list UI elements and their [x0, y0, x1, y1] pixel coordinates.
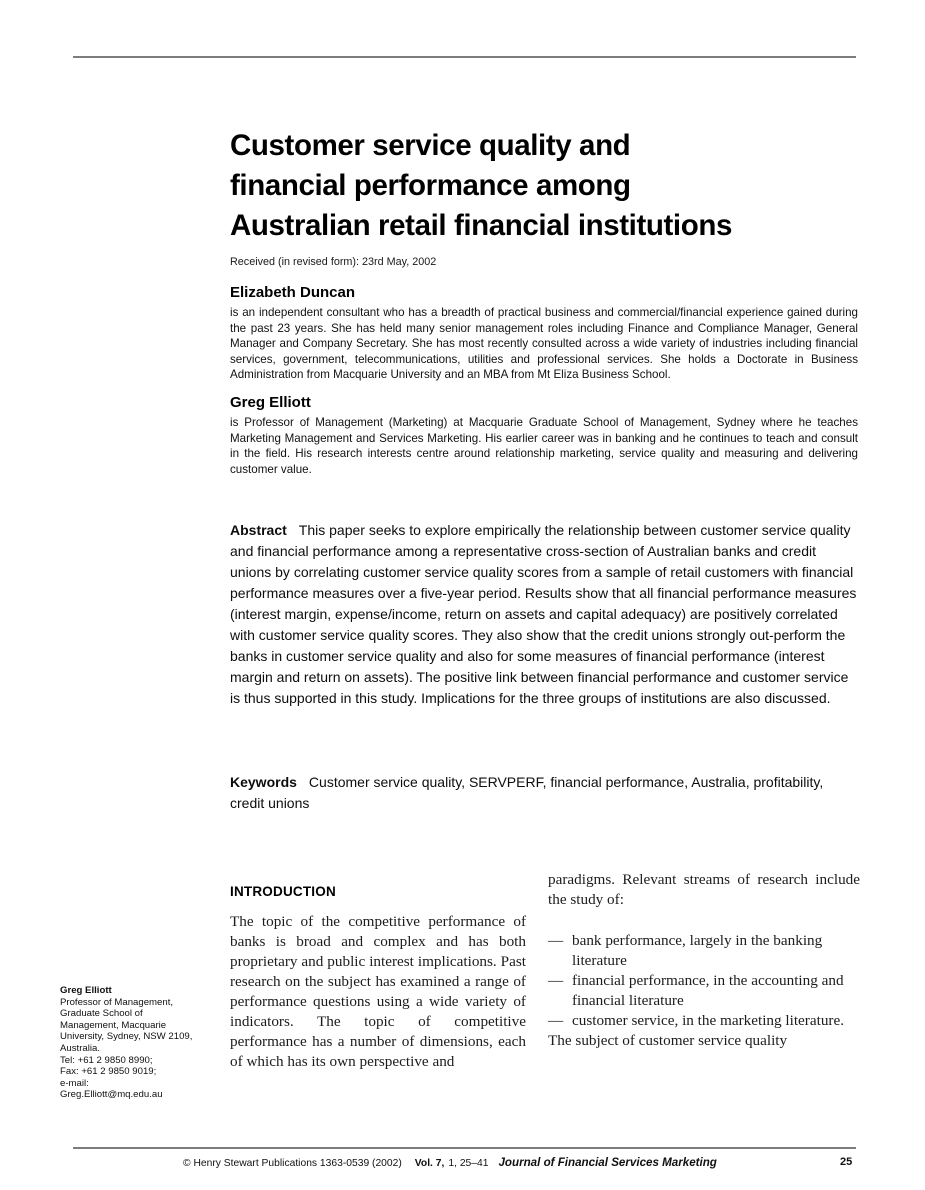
introduction-paragraph-close: The subject of customer service quality [548, 1032, 788, 1049]
introduction-paragraph-right: paradigms. Relevant streams of research include the study of: [548, 871, 860, 908]
author-bio-elliott: is Professor of Management (Marketing) at Macquarie Graduate School of Management, Sydney where he teaches Marketing Management and Services Marketing. His earlier career was in banking and he continues to teach and consult in the field. His research interests centre around relationship marketing, service quality and measuring and delivering customer value. [230, 416, 858, 476]
footer-citation [183, 1156, 717, 1169]
body-column-left [230, 884, 526, 1072]
keywords [230, 772, 858, 814]
article-title-line-1: Customer service quality and [230, 129, 631, 162]
contact-fax: Fax: +61 2 9850 9019; [60, 1066, 157, 1078]
contact-line: Management, Macquarie [60, 1019, 167, 1031]
received-date: Received (in revised form): 23rd May, 2002 [230, 256, 437, 268]
abstract [230, 520, 858, 709]
author-contact-block [60, 985, 230, 1101]
abstract-label: Abstract [230, 522, 287, 538]
contact-line: Professor of Management, [60, 996, 174, 1008]
author-name-duncan: Elizabeth Duncan [230, 284, 356, 301]
top-rule [73, 56, 856, 58]
research-streams-list [548, 931, 860, 1031]
footer-issue-pages: 1, 25–41 [448, 1158, 489, 1169]
list-item-text: bank performance, largely in the banking literature [572, 932, 823, 969]
contact-line: University, Sydney, NSW 2109, [60, 1031, 193, 1043]
bottom-rule [73, 1147, 856, 1149]
keywords-label: Keywords [230, 774, 297, 790]
introduction-heading: INTRODUCTION [230, 884, 336, 899]
body-column-right [548, 870, 860, 1051]
contact-email: Greg.Elliott@mq.edu.au [60, 1089, 163, 1101]
footer-journal-name: Journal of Financial Services Marketing [498, 1156, 717, 1169]
page-number: 25 [840, 1156, 853, 1168]
list-item [548, 931, 860, 971]
contact-name: Greg Elliott [60, 985, 112, 996]
keywords-text: Customer service quality, SERVPERF, financial performance, Australia, profitability, credit unions [230, 774, 824, 811]
list-item-text: financial performance, in the accounting and financial literature [572, 972, 844, 1009]
dash-marker: — [548, 932, 564, 949]
article-title-line-2: financial performance among [230, 169, 631, 202]
contact-phone: Tel: +61 2 9850 8990; [60, 1054, 153, 1066]
author-name-elliott: Greg Elliott [230, 394, 311, 411]
page-footer [0, 1156, 925, 1176]
article-title-line-3: Australian retail financial institutions [230, 209, 732, 242]
list-item [548, 971, 860, 1011]
article-title [230, 126, 858, 246]
dash-marker: — [548, 972, 564, 989]
contact-line: Australia. [60, 1042, 100, 1054]
contact-line: Graduate School of [60, 1008, 143, 1020]
list-item-text: customer service, in the marketing literature. [572, 1012, 845, 1029]
abstract-text: This paper seeks to explore empirically the relationship between customer service quality and financial performance among a representative cross-section of Australian banks and credit unions by correlating customer service quality scores from a sample of retail customers with financial performance measures over a five-year period. Results show that all financial performance measures (interest margin, expense/income, return on assets and capital adequacy) are positively correlated with customer service quality scores. They also show that the credit unions strongly out-perform the banks in customer service quality and also for some measures of financial performance (interest margin and return on assets). The positive link between financial performance and customer service is thus supported in this study. Implications for the three groups of institutions are also discussed. [230, 522, 857, 706]
author-bio-duncan: is an independent consultant who has a breadth of practical business and commercial/financial experience gained during the past 23 years. She has held many senior management roles including Finance and Compliance Manager, General Manager and Company Secretary. She has most recently consulted across a wide variety of industries including financial services, government, telecommunications, utilities and professional services. She holds a Doctorate in Business Administration from Macquarie University and an MBA from Mt Eliza Business School. [230, 306, 858, 381]
contact-email-label: e-mail: [60, 1077, 89, 1089]
footer-copyright: © Henry Stewart Publications 1363-0539 (2002) [183, 1158, 402, 1169]
list-item [548, 1011, 860, 1031]
footer-volume: Vol. 7, [414, 1158, 445, 1169]
dash-marker: — [548, 1012, 564, 1029]
introduction-paragraph-left: The topic of the competitive performance of banks is broad and complex and has both proprietary and public interest implications. Past research on the subject has examined a range of performance questions using a wide variety of indicators. The topic of competitive performance has a number of dimensions, each of which has its own perspective and [230, 913, 526, 1070]
